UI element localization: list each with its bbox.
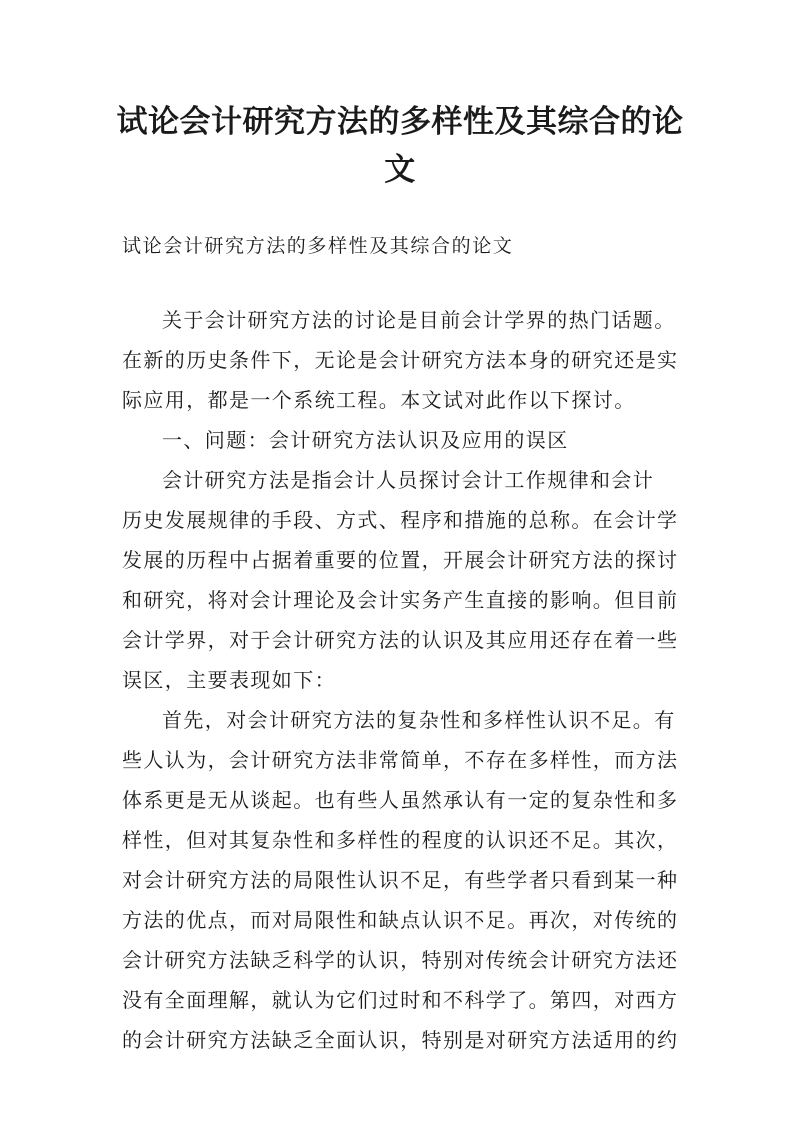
body-line: 一、问题：会计研究方法认识及应用的误区	[162, 428, 569, 452]
body-line: 发展的历程中占据着重要的位置，开展会计研究方法的探讨	[122, 548, 679, 572]
body-line: 和研究，将对会计理论及会计实务产生直接的影响。但目前	[122, 588, 679, 612]
document-body	[122, 300, 692, 1060]
title-line-2: 文	[384, 152, 416, 188]
body-line: 体系更是无从谈起。也有些人虽然承认有一定的复杂性和多	[122, 788, 679, 812]
body-line: 没有全面理解，就认为它们过时和不科学了。第四，对西方	[122, 988, 679, 1012]
document-title	[100, 98, 700, 194]
body-line: 关于会计研究方法的讨论是目前会计学界的热门话题。	[162, 308, 676, 332]
title-line-1: 试论会计研究方法的多样性及其综合的论	[116, 104, 684, 140]
body-line: 的会计研究方法缺乏全面认识，特别是对研究方法适用的约	[122, 1028, 679, 1052]
body-line: 会计研究方法缺乏科学的认识，特别对传统会计研究方法还	[122, 948, 679, 972]
body-line: 首先，对会计研究方法的复杂性和多样性认识不足。有	[162, 708, 676, 732]
body-line: 历史发展规律的手段、方式、程序和措施的总称。在会计学	[122, 508, 679, 532]
body-line: 在新的历史条件下，无论是会计研究方法本身的研究还是实	[122, 348, 679, 372]
body-line: 方法的优点，而对局限性和缺点认识不足。再次，对传统的	[122, 908, 679, 932]
body-line: 会计学界，对于会计研究方法的认识及其应用还存在着一些	[122, 628, 679, 652]
document-subtitle: 试论会计研究方法的多样性及其综合的论文	[122, 235, 514, 257]
body-line: 些人认为，会计研究方法非常简单，不存在多样性，而方法	[122, 748, 679, 772]
body-line: 样性，但对其复杂性和多样性的程度的认识还不足。其次，	[122, 828, 679, 852]
body-line: 会计研究方法是指会计人员探讨会计工作规律和会计	[162, 468, 655, 492]
body-line: 对会计研究方法的局限性认识不足，有些学者只看到某一种	[122, 868, 679, 892]
body-line: 误区，主要表现如下：	[122, 668, 336, 692]
body-line: 际应用，都是一个系统工程。本文试对此作以下探讨。	[122, 388, 636, 412]
